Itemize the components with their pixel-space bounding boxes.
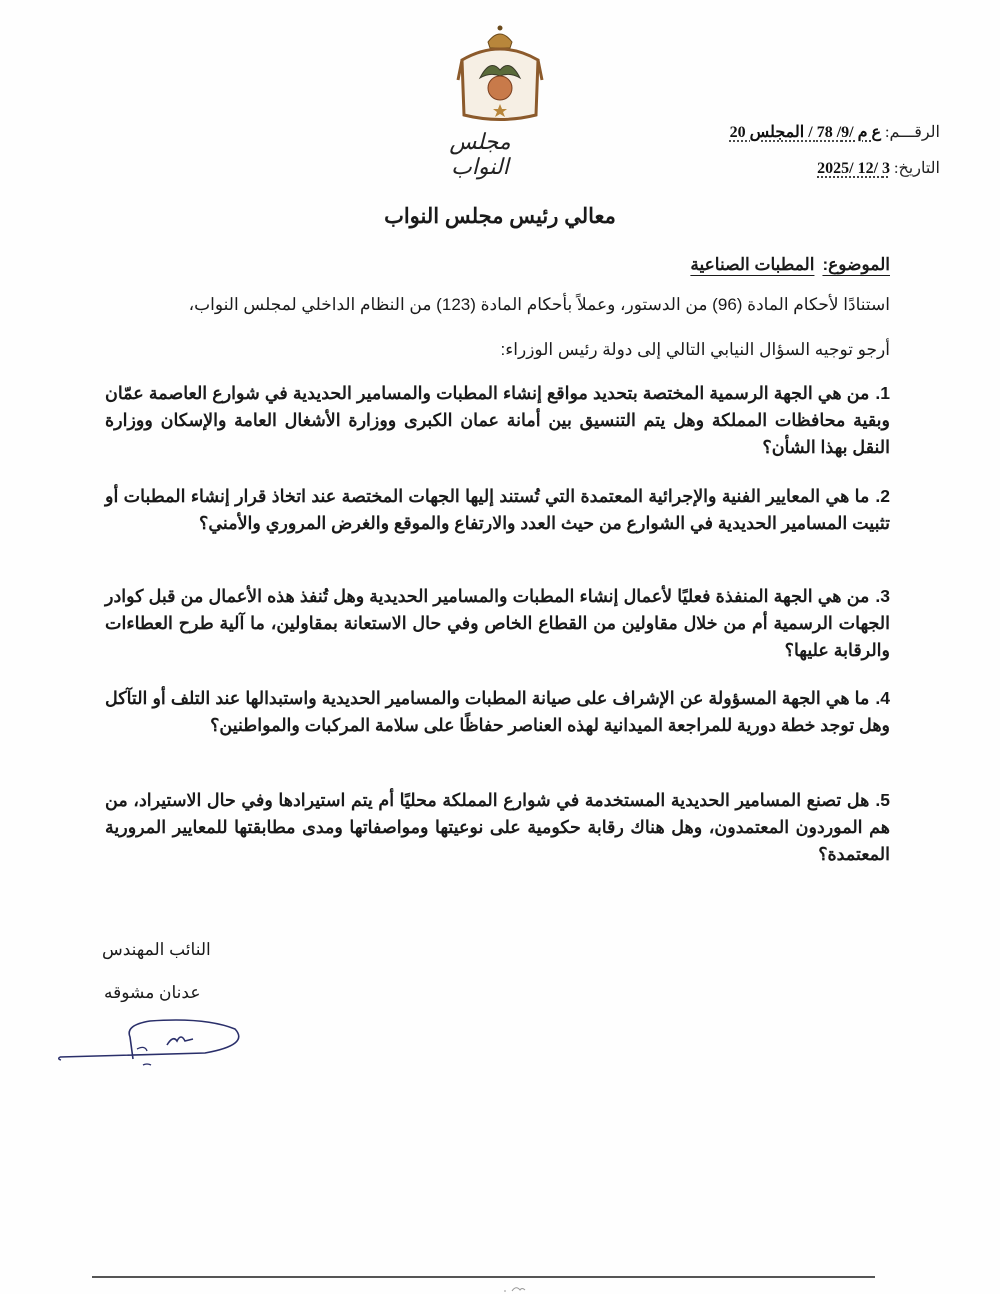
question-number: 3. [875,586,890,606]
intro-request: أرجو توجيه السؤال النيابي التالي إلى دولة رئيس الوزراء: [500,340,890,359]
footer-logo-icon [500,1283,530,1293]
footer-divider [92,1276,875,1278]
institution-name: مجلس النواب [449,130,511,180]
question-number: 4. [875,688,890,708]
question-text: ما هي الجهة المسؤولة عن الإشراف على صيانة المطبات والمسامير الحديدية واستبدالها عند التلف أو التآكل وهل توجد خطة دورية للمراجعة الميدانية لهذه العناصر حفاظًا على سلامة المركبات والمواطنين؟ [105,688,890,735]
question-item [105,685,890,739]
question-item [105,787,890,868]
question-item [105,380,890,461]
question-number: 2. [875,486,890,506]
reference-value: ع م /9/ 78 / المجلس 20 [729,124,882,141]
date-label: التاريخ: [894,160,940,177]
handwritten-signature-icon [55,1015,255,1075]
question-text: من هي الجهة الرسمية المختصة بتحديد مواقع إنشاء المطبات والمسامير الحديدية في شوارع العاصمة عمّان وبقية محافظات المملكة وهل يتم التنسيق بين أمانة عمان الكبرى ووزارة الأشغال العامة والإسكان ووزارة النقل بهذا الشأن؟ [105,383,890,457]
subject-value: المطبات الصناعية [690,255,815,274]
signatory-name: عدنان مشوقه [104,983,201,1002]
addressee: معالي رئيس مجلس النواب [384,205,616,228]
jordan-coat-of-arms-icon [440,20,560,125]
question-number: 1. [875,383,890,403]
signatory-title: النائب المهندس [102,940,211,959]
letter-date [817,158,940,178]
question-number: 5. [875,790,890,810]
reference-number [730,122,940,142]
question-item [105,583,890,664]
subject-label: الموضوع: [822,255,890,274]
question-text: هل تصنع المسامير الحديدية المستخدمة في شوارع المملكة محليًا أم يتم استيرادها وفي حال الاستيراد، من هم الموردون المعتمدون، وهل هناك رقابة حكومية على نوعيتها ومواصفاتها ومدى مطابقتها للمعايير المرورية المعتمدة؟ [105,790,890,864]
reference-label: الرقـــم: [885,124,940,141]
date-value: 3 /12 /2025 [817,160,891,177]
question-item [105,483,890,537]
question-text: ما هي المعايير الفنية والإجرائية المعتمدة التي تُستند إليها الجهات المختصة عند اتخاذ قرار إنشاء المطبات أو تثبيت المسامير الحديدية في الشوارع من حيث العدد والارتفاع والموقع والغرض المروري والأمني؟ [105,486,890,533]
question-text: من هي الجهة المنفذة فعليًا لأعمال إنشاء المطبات والمسامير الحديدية وهل تُنفذ هذه الأعمال من قبل كوادر الجهات الرسمية أم من خلال مقاولين من القطاع الخاص وفي حال الاستعانة بمقاولين، ما آلية طرح العطاءات والرقابة عليها؟ [105,586,890,660]
subject-line [690,255,890,275]
intro-paragraph: استنادًا لأحكام المادة (96) من الدستور، وعملاً بأحكام المادة (123) من النظام الداخلي لمجلس النواب، [188,295,890,314]
